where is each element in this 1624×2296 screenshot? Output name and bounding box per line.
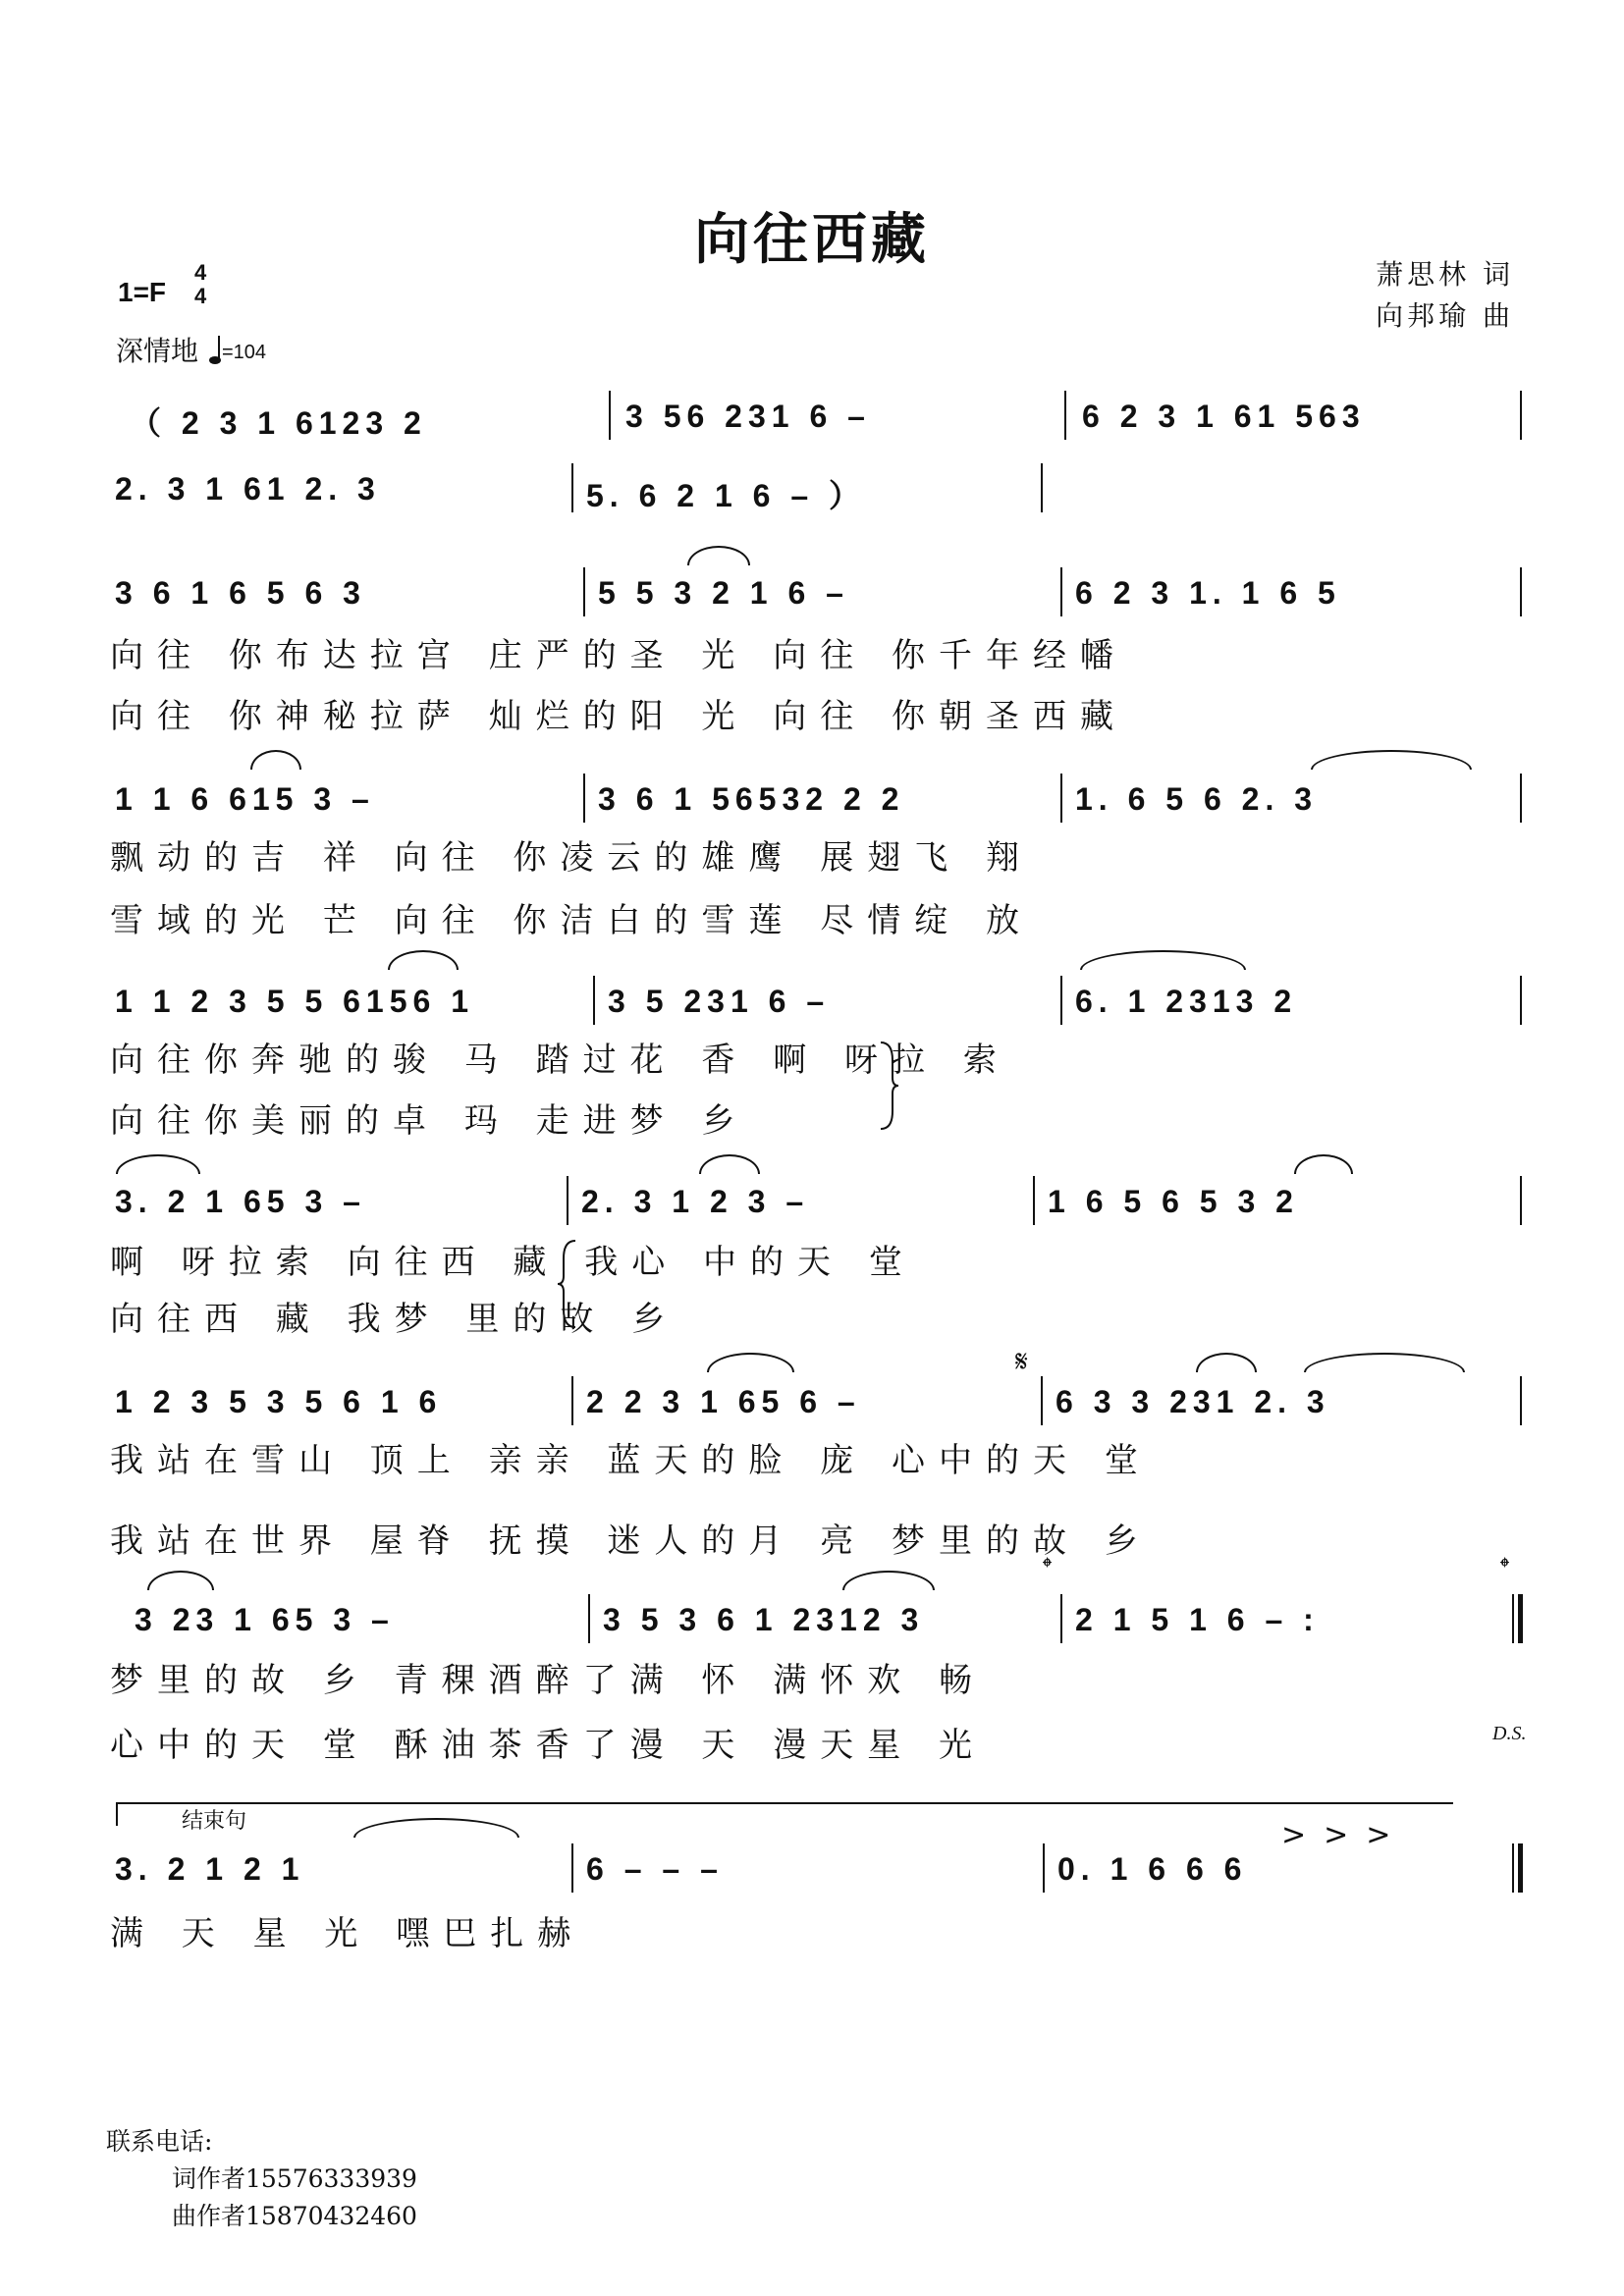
measure: 3 5 231 6 – bbox=[608, 984, 831, 1019]
bar-line bbox=[1064, 391, 1066, 440]
bar-line bbox=[567, 1176, 568, 1225]
measure: 1 6 5 6 5 3 2 bbox=[1048, 1184, 1299, 1219]
repeat-end-barline bbox=[1512, 1594, 1523, 1643]
measure: 6. 1 2313 2 bbox=[1075, 984, 1298, 1019]
coda-icon: 𝄌 bbox=[1043, 1553, 1052, 1582]
page-title: 向往西藏 bbox=[694, 208, 930, 272]
measure: 5. 6 2 1 6 – ） bbox=[586, 478, 867, 513]
lyric-verse-1: 向往你奔驰的骏 马 踏过花 香 啊 呀拉 索 bbox=[110, 1041, 1010, 1080]
bar-line bbox=[1060, 976, 1062, 1025]
measure: 6 2 3 1 61 563 bbox=[1082, 399, 1366, 434]
bar-line bbox=[1060, 774, 1062, 823]
segno-icon: 𝄋 bbox=[1015, 1345, 1028, 1379]
music-line-9 bbox=[110, 1843, 1524, 1893]
verse-brace bbox=[556, 1239, 577, 1329]
lyric-verse-2: 我站在世界 屋脊 抚摸 迷人的月 亮 梦里的故 乡 bbox=[110, 1522, 1152, 1561]
lyric-verse-1: 我站在雪山 顶上 亲亲 蓝天的脸 庞 心中的天 堂 bbox=[110, 1441, 1152, 1480]
bar-line bbox=[583, 567, 585, 616]
bar-line bbox=[571, 463, 573, 512]
music-line-7 bbox=[110, 1376, 1524, 1425]
lyric-verse-1: 梦里的故 乡 青稞酒醉了满 怀 满怀欢 畅 bbox=[110, 1661, 987, 1700]
measure: 3 23 1 65 3 – bbox=[135, 1602, 395, 1637]
coda-icon: 𝄌 bbox=[1500, 1553, 1509, 1582]
measure: 6 – – – bbox=[586, 1851, 724, 1887]
lyric-verse-1: 满 天 星 光 嘿巴扎赫 bbox=[110, 1914, 585, 1953]
bar-line bbox=[1041, 463, 1043, 512]
accent-marks: >>> bbox=[1281, 1818, 1409, 1852]
lyric-verse-1: 啊 呀拉索 向往西 藏 我心 中的天 堂 bbox=[110, 1243, 916, 1282]
key-signature: 1=F bbox=[118, 277, 167, 307]
lyric-verse-2: 雪域的光 芒 向往 你洁白的雪莲 尽情绽 放 bbox=[110, 901, 1034, 940]
measure: 1. 6 5 6 2. 3 bbox=[1075, 781, 1319, 817]
ending-bracket bbox=[116, 1802, 1453, 1826]
measure: 0. 1 6 6 6 bbox=[1057, 1851, 1248, 1887]
slur bbox=[1304, 1353, 1465, 1372]
bar-line bbox=[571, 1376, 573, 1425]
verse-bracket bbox=[879, 1041, 900, 1131]
lyric-verse-2: 心中的天 堂 酥油茶香了漫 天 漫天星 光 bbox=[110, 1726, 987, 1765]
measure: 3 56 231 6 – bbox=[625, 399, 871, 434]
final-barline bbox=[1512, 1843, 1523, 1893]
bar-line bbox=[1520, 1176, 1522, 1225]
ending-label: 结束句 bbox=[182, 1809, 247, 1834]
measure: 6 2 3 1. 1 6 5 bbox=[1075, 575, 1341, 611]
slur bbox=[687, 546, 750, 565]
bar-line bbox=[1033, 1176, 1035, 1225]
bar-line bbox=[1520, 1376, 1522, 1425]
bar-line bbox=[1060, 1594, 1062, 1643]
measure: 2. 3 1 2 3 – bbox=[581, 1184, 810, 1219]
tempo-value: =104 bbox=[222, 342, 267, 363]
slur bbox=[842, 1571, 935, 1590]
bar-line bbox=[609, 391, 611, 440]
measure: 2 2 3 1 65 6 – bbox=[586, 1384, 861, 1419]
slur bbox=[1196, 1353, 1257, 1372]
measure: 6 3 3 231 2. 3 bbox=[1056, 1384, 1330, 1419]
lyric-verse-1: 飘动的吉 祥 向往 你凌云的雄鹰 展翅飞 翔 bbox=[110, 838, 1034, 878]
measure: 3. 2 1 65 3 – bbox=[115, 1184, 366, 1219]
bar-line bbox=[571, 1843, 573, 1893]
music-line-3 bbox=[110, 567, 1524, 616]
time-signature-top: 4 bbox=[194, 260, 207, 285]
measure: 2. 3 1 61 2. 3 bbox=[115, 471, 381, 507]
time-signature bbox=[194, 261, 206, 308]
time-signature-bottom: 4 bbox=[194, 284, 207, 308]
music-line-5 bbox=[110, 976, 1524, 1025]
slur bbox=[1294, 1154, 1353, 1174]
slur bbox=[147, 1571, 214, 1590]
quarter-note-icon bbox=[208, 334, 220, 363]
measure: 1 2 3 5 3 5 6 1 6 bbox=[115, 1384, 443, 1419]
bar-line bbox=[1043, 1843, 1045, 1893]
lyric-verse-2: 向往 你神秘拉萨 灿烂的阳 光 向往 你朝圣西藏 bbox=[110, 697, 1128, 736]
measure: 3 5 3 6 1 2312 3 bbox=[603, 1602, 925, 1637]
bar-line bbox=[583, 774, 585, 823]
slur bbox=[1080, 950, 1246, 970]
measure: 3 6 1 56532 2 2 bbox=[598, 781, 905, 817]
music-line-8 bbox=[110, 1594, 1524, 1643]
measure: （ 2 3 1 6123 2 bbox=[130, 405, 427, 441]
bar-line bbox=[1060, 567, 1062, 616]
slur bbox=[388, 950, 459, 970]
lyricist-phone: 词作者15576333939 bbox=[172, 2164, 417, 2193]
ds-mark: D.S. bbox=[1492, 1723, 1527, 1744]
composer-credit: 向邦瑜 曲 bbox=[1376, 299, 1514, 332]
bar-line bbox=[588, 1594, 590, 1643]
measure: 5 5 3 2 1 6 – bbox=[598, 575, 849, 611]
contact-heading: 联系电话: bbox=[106, 2127, 213, 2156]
bar-line bbox=[1520, 774, 1522, 823]
bar-line bbox=[1520, 391, 1522, 440]
slur bbox=[699, 1154, 760, 1174]
measure: 1 1 6 615 3 – bbox=[115, 781, 375, 817]
music-line-6 bbox=[110, 1176, 1524, 1225]
measure: 3. 2 1 2 1 bbox=[115, 1851, 305, 1887]
slur bbox=[250, 750, 301, 770]
slur bbox=[1311, 750, 1472, 770]
lyric-verse-2: 向往西 藏 我梦 里的故 乡 bbox=[110, 1300, 679, 1339]
slur bbox=[707, 1353, 794, 1372]
tempo-marking: 深情地 bbox=[116, 336, 199, 366]
measure: 2 1 5 1 6 – : bbox=[1075, 1602, 1320, 1637]
measure: 3 6 1 6 5 6 3 bbox=[115, 575, 366, 611]
bar-line bbox=[1520, 976, 1522, 1025]
slur bbox=[116, 1154, 200, 1174]
bar-line bbox=[593, 976, 595, 1025]
measure: 1 1 2 3 5 5 6156 1 bbox=[115, 984, 474, 1019]
music-line-4 bbox=[110, 774, 1524, 823]
music-line-2 bbox=[110, 463, 1524, 512]
bar-line bbox=[1041, 1376, 1043, 1425]
lyric-verse-1: 向往 你布达拉宫 庄严的圣 光 向往 你千年经幡 bbox=[110, 636, 1128, 675]
composer-phone: 曲作者15870432460 bbox=[172, 2202, 417, 2230]
bar-line bbox=[1520, 567, 1522, 616]
music-line-1 bbox=[110, 391, 1524, 440]
lyricist-credit: 萧思林 词 bbox=[1376, 258, 1514, 291]
lyric-verse-2: 向往你美丽的卓 玛 走进梦 乡 bbox=[110, 1101, 749, 1141]
